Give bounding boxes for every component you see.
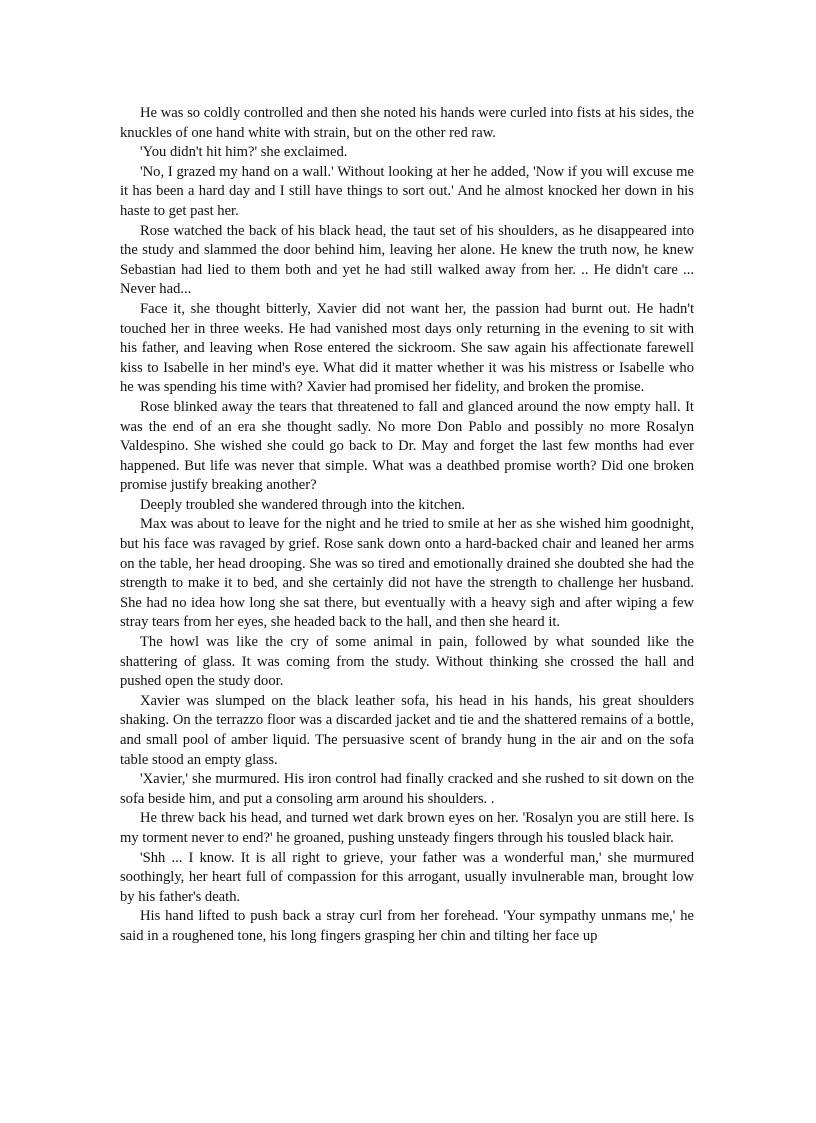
- paragraph-1: He was so coldly controlled and then she noted his hands were curled into fists at his sides, the knuckles of one hand white with strain, but on the other red raw.: [120, 105, 694, 141]
- paragraph-8: Max was about to leave for the night and he tried to smile at her as she wished him goodnight, but his face was ravaged by grief. Rose sank down onto a hard-backed chair and leaned her arms on the table, her head drooping. She was so tired and emotionally drained she doubted she had the strength to make it to bed, and she certainly did not have the strength to challenge her husband. She had no idea how long she sat there, but eventually with a heavy sigh and after wiping a few stray tears from her eyes, she headed back to the hall, and then she heard it.: [120, 516, 694, 631]
- paragraph-12: He threw back his head, and turned wet dark brown eyes on her. 'Rosalyn you are still here. Is my torment never to end?' he groaned, pushing unsteady fingers through his tousled black hair.: [120, 810, 694, 846]
- paragraph-13: 'Shh ... I know. It is all right to grieve, your father was a wonderful man,' she murmured soothingly, her heart full of compassion for this arrogant, usually invulnerable man, brought low by his father's death.: [120, 849, 694, 905]
- paragraph-3: 'No, I grazed my hand on a wall.' Without looking at her he added, 'Now if you will excuse me it has been a hard day and I still have things to sort out.' And he almost knocked her down in his haste to get past her.: [120, 163, 694, 219]
- paragraph-10: Xavier was slumped on the black leather sofa, his head in his hands, his great shoulders shaking. On the terrazzo floor was a discarded jacket and tie and the shattered remains of a bottle, and small pool of amber liquid. The persuasive scent of brandy hung in the air and on the sofa table stood an empty glass.: [120, 692, 694, 768]
- paragraph-7: Deeply troubled she wandered through into the kitchen.: [140, 496, 466, 513]
- paragraph-4: Rose watched the back of his black head, the taut set of his shoulders, as he disappeared into the study and slammed the door behind him, leaving her alone. He knew the truth now, he knew Sebastian had lied to them both and yet he had still walked away from her. .. He didn't care ... Never had...: [120, 222, 694, 298]
- paragraph-9: The howl was like the cry of some animal in pain, followed by what sounded like the shattering of glass. It was coming from the study. Without thinking she crossed the hall and pushed open the study door.: [120, 634, 694, 690]
- paragraph-14: His hand lifted to push back a stray curl from her forehead. 'Your sympathy unmans me,' he said in a roughened tone, his long fingers grasping her chin and tilting her face up: [120, 908, 694, 944]
- paragraph-2: 'You didn't hit him?' she exclaimed.: [140, 144, 348, 161]
- paragraph-11: 'Xavier,' she murmured. His iron control had finally cracked and she rushed to sit down on the sofa beside him, and put a consoling arm around his shoulders. .: [120, 771, 694, 807]
- paragraph-6: Rose blinked away the tears that threatened to fall and glanced around the now empty hall. It was the end of an era she thought sadly. No more Don Pablo and possibly no more Rosalyn Valdespino. She wished she could go back to Dr. May and forget the last few months had ever happened. But life was never that simple. What was a deathbed promise worth? Did one broken promise justify breaking another?: [120, 398, 694, 494]
- body-text: [120, 104, 694, 947]
- paragraph-5: Face it, she thought bitterly, Xavier did not want her, the passion had burnt out. He hadn't touched her in three weeks. He had vanished most days only returning in the evening to sit with his father, and leaving when Rose entered the sickroom. She saw again his affectionate farewell kiss to Isabelle in her mind's eye. What did it matter whether it was his mistress or Isabelle who he was spending his time with? Xavier had promised her fidelity, and broken the promise.: [120, 300, 694, 396]
